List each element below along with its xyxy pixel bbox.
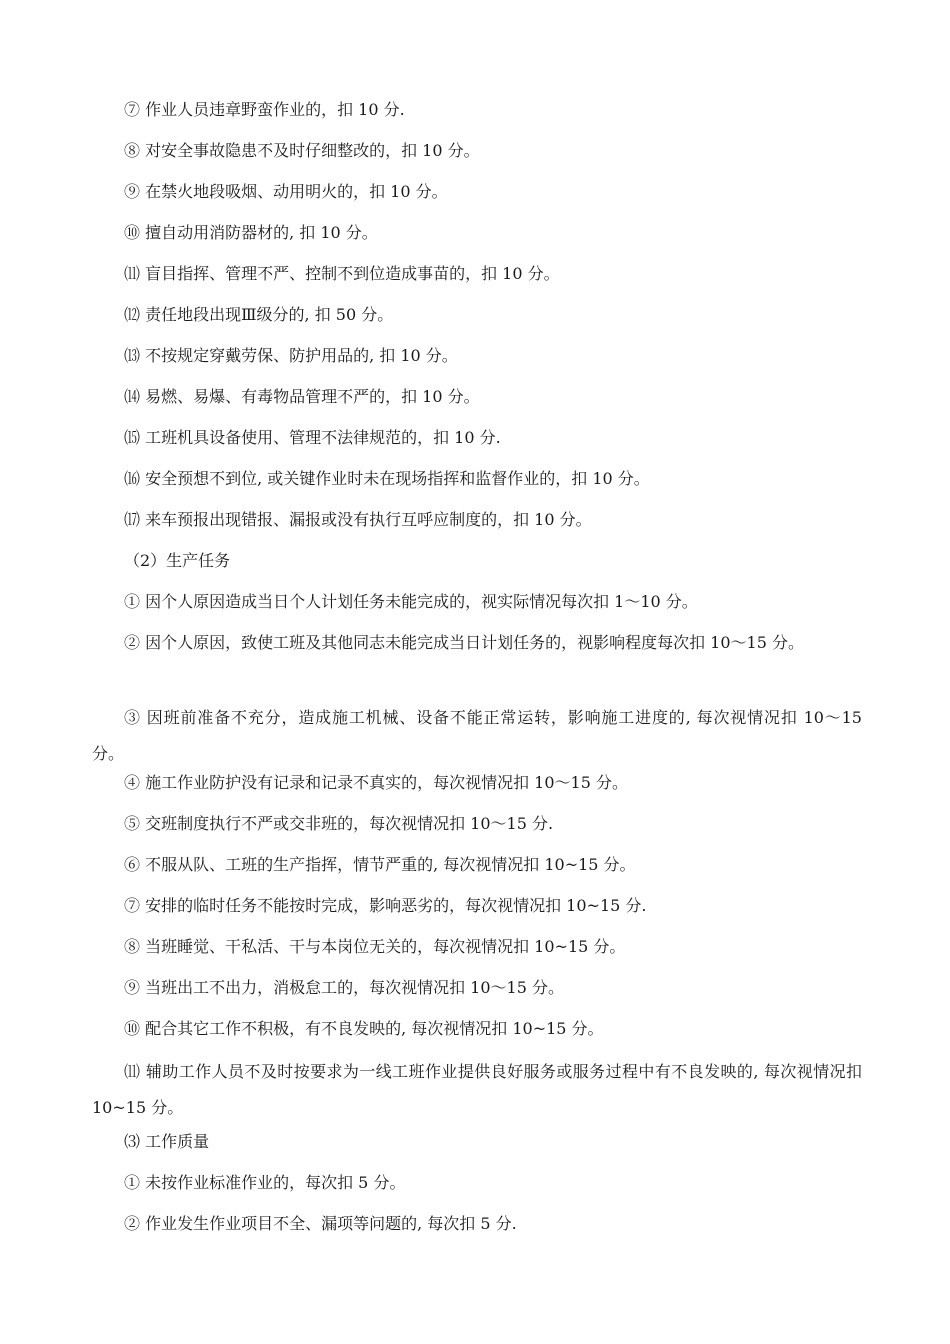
- production-item-2: ② 因个人原因，致使工班及其他同志未能完成当日计划任务的，视影响程度每次扣 10～15 分。: [124, 633, 804, 652]
- quality-item-2: ② 作业发生作业项目不全、漏项等问题的, 每次扣 5 分.: [124, 1214, 517, 1233]
- section-heading-production: （2）生产任务: [124, 551, 231, 570]
- production-item-11: ⑾ 辅助工作人员不及时按要求为一线工班作业提供良好服务或服务过程中有不良发映的, 每次视情况扣 10~15 分。: [92, 1062, 862, 1117]
- production-item-5: ⑤ 交班制度执行不严或交非班的，每次视情况扣 10～15 分.: [124, 814, 554, 833]
- rule-item-10: ⑩ 擅自动用消防器材的, 扣 10 分。: [124, 223, 378, 242]
- production-item-10: ⑩ 配合其它工作不积极，有不良发映的, 每次视情况扣 10~15 分。: [124, 1019, 604, 1038]
- section-heading-quality: ⑶ 工作质量: [124, 1132, 210, 1151]
- rule-item-9: ⑨ 在禁火地段吸烟、动用明火的，扣 10 分。: [124, 182, 448, 201]
- rule-item-14: ⒁ 易燃、易爆、有毒物品管理不严的，扣 10 分。: [124, 387, 480, 406]
- production-item-1: ① 因个人原因造成当日个人计划任务未能完成的，视实际情况每次扣 1～10 分。: [124, 592, 698, 611]
- rule-item-7: ⑦ 作业人员违章野蛮作业的，扣 10 分.: [124, 100, 405, 119]
- rule-item-17: ⒄ 来车预报出现错报、漏报或没有执行互呼应制度的，扣 10 分。: [124, 510, 592, 529]
- production-item-9: ⑨ 当班出工不出力，消极怠工的，每次视情况扣 10～15 分。: [124, 978, 564, 997]
- rule-item-11: ⑾ 盲目指挥、管理不严、控制不到位造成事苗的，扣 10 分。: [124, 264, 560, 283]
- production-item-3: ③ 因班前准备不充分，造成施工机械、设备不能正常运转，影响施工进度的, 每次视情况扣 10～15 分。: [92, 708, 862, 763]
- production-item-6: ⑥ 不服从队、工班的生产指挥，情节严重的, 每次视情况扣 10~15 分。: [124, 855, 636, 874]
- rule-item-15: ⒂ 工班机具设备使用、管理不法律规范的，扣 10 分.: [124, 428, 501, 447]
- rule-item-8: ⑧ 对安全事故隐患不及时仔细整改的，扣 10 分。: [124, 141, 480, 160]
- rule-item-13: ⒀ 不按规定穿戴劳保、防护用品的, 扣 10 分。: [124, 346, 458, 365]
- production-item-8: ⑧ 当班睡觉、干私活、干与本岗位无关的，每次视情况扣 10~15 分。: [124, 937, 626, 956]
- production-item-7: ⑦ 安排的临时任务不能按时完成，影响恶劣的，每次视情况扣 10~15 分.: [124, 896, 647, 915]
- rule-item-16: ⒃ 安全预想不到位, 或关键作业时未在现场指挥和监督作业的，扣 10 分。: [124, 469, 650, 488]
- rule-item-12: ⑿ 责任地段出现Ⅲ级分的, 扣 50 分。: [124, 305, 394, 324]
- quality-item-1: ① 未按作业标准作业的，每次扣 5 分。: [124, 1173, 406, 1192]
- production-item-4: ④ 施工作业防护没有记录和记录不真实的，每次视情况扣 10～15 分。: [124, 773, 628, 792]
